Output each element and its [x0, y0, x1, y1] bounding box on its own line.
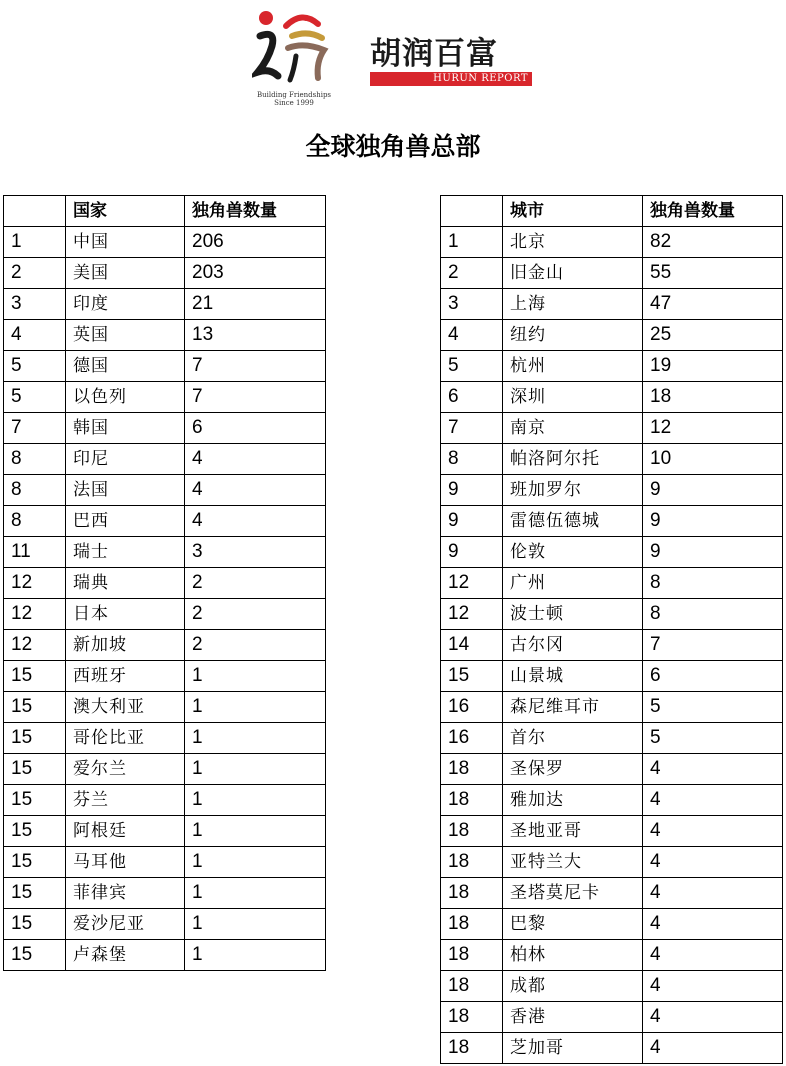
rank-cell: 9: [441, 475, 503, 506]
name-cell: 印尼: [66, 444, 185, 475]
table-row: [441, 289, 783, 320]
rank-cell: 18: [441, 909, 503, 940]
count-cell: 1: [185, 878, 326, 909]
name-cell: 中国: [66, 227, 185, 258]
count-cell: 7: [185, 351, 326, 382]
count-cell: 4: [643, 909, 783, 940]
rank-cell: 1: [4, 227, 66, 258]
name-cell: 瑞典: [66, 568, 185, 599]
rank-cell: 18: [441, 940, 503, 971]
count-cell: 25: [643, 320, 783, 351]
name-cell: 山景城: [503, 661, 643, 692]
rank-cell: 16: [441, 723, 503, 754]
table-row: [441, 785, 783, 816]
name-cell: 日本: [66, 599, 185, 630]
rank-cell: 18: [441, 754, 503, 785]
name-cell: 哥伦比亚: [66, 723, 185, 754]
name-cell: 圣地亚哥: [503, 816, 643, 847]
name-cell: 芝加哥: [503, 1033, 643, 1064]
rank-cell: 12: [4, 568, 66, 599]
name-cell: 爱尔兰: [66, 754, 185, 785]
table-header-row: [4, 196, 326, 227]
table-row: [4, 630, 326, 661]
count-cell: 21: [185, 289, 326, 320]
name-cell: 圣保罗: [503, 754, 643, 785]
name-cell: 北京: [503, 227, 643, 258]
rank-cell: 16: [441, 692, 503, 723]
table-row: [4, 785, 326, 816]
count-cell: 1: [185, 847, 326, 878]
rank-cell: 15: [4, 692, 66, 723]
count-cell: 9: [643, 475, 783, 506]
name-cell: 印度: [66, 289, 185, 320]
name-cell: 柏林: [503, 940, 643, 971]
rank-cell: 15: [4, 723, 66, 754]
rank-cell: 15: [4, 940, 66, 971]
count-cell: 1: [185, 785, 326, 816]
name-cell: 首尔: [503, 723, 643, 754]
rank-cell: 15: [4, 878, 66, 909]
count-cell: 1: [185, 692, 326, 723]
rank-cell: 3: [441, 289, 503, 320]
rank-cell: 15: [4, 909, 66, 940]
count-cell: 82: [643, 227, 783, 258]
count-cell: 2: [185, 568, 326, 599]
tagline-line-2: Since 1999: [274, 99, 314, 107]
rank-cell: 4: [441, 320, 503, 351]
count-cell: 4: [185, 506, 326, 537]
table-row: [441, 475, 783, 506]
name-cell: 卢森堡: [66, 940, 185, 971]
rank-cell: 5: [4, 382, 66, 413]
count-cell: 4: [643, 971, 783, 1002]
count-cell: 7: [185, 382, 326, 413]
logo-tagline: [252, 91, 336, 107]
count-cell: 3: [185, 537, 326, 568]
rank-cell: 14: [441, 630, 503, 661]
rank-cell: 15: [4, 661, 66, 692]
name-cell: 马耳他: [66, 847, 185, 878]
rank-cell: 8: [4, 506, 66, 537]
count-cell: 4: [643, 878, 783, 909]
table-row: [441, 258, 783, 289]
brand-name-en: HURUN REPORT: [370, 72, 532, 86]
count-cell: 1: [185, 816, 326, 847]
name-cell: 伦敦: [503, 537, 643, 568]
count-cell: 4: [643, 816, 783, 847]
count-cell: 8: [643, 568, 783, 599]
name-cell: 瑞士: [66, 537, 185, 568]
name-cell: 圣塔莫尼卡: [503, 878, 643, 909]
count-cell: 9: [643, 506, 783, 537]
rank-cell: 12: [4, 599, 66, 630]
table-row: [441, 382, 783, 413]
name-cell: 森尼维耳市: [503, 692, 643, 723]
count-cell: 203: [185, 258, 326, 289]
count-cell: 55: [643, 258, 783, 289]
count-cell: 10: [643, 444, 783, 475]
count-cell: 4: [643, 847, 783, 878]
name-cell: 西班牙: [66, 661, 185, 692]
table-row: [441, 909, 783, 940]
count-cell: 4: [185, 475, 326, 506]
table-row: [4, 909, 326, 940]
rank-cell: 15: [4, 816, 66, 847]
hurun-logo-icon: [252, 6, 336, 88]
rank-cell: 7: [441, 413, 503, 444]
rank-cell: 11: [4, 537, 66, 568]
name-cell: 新加坡: [66, 630, 185, 661]
rank-cell: 3: [4, 289, 66, 320]
name-cell: 纽约: [503, 320, 643, 351]
header-city: 城市: [503, 196, 643, 227]
name-cell: 菲律宾: [66, 878, 185, 909]
name-cell: 亚特兰大: [503, 847, 643, 878]
rank-cell: 2: [441, 258, 503, 289]
table-row: [4, 320, 326, 351]
header-rank: [4, 196, 66, 227]
name-cell: 深圳: [503, 382, 643, 413]
count-cell: 1: [185, 661, 326, 692]
count-cell: 9: [643, 537, 783, 568]
name-cell: 班加罗尔: [503, 475, 643, 506]
table-row: [441, 940, 783, 971]
rank-cell: 18: [441, 785, 503, 816]
count-cell: 8: [643, 599, 783, 630]
name-cell: 成都: [503, 971, 643, 1002]
rank-cell: 18: [441, 816, 503, 847]
rank-cell: 8: [441, 444, 503, 475]
brand-wordmark: [370, 36, 532, 86]
count-cell: 4: [185, 444, 326, 475]
header-rank: [441, 196, 503, 227]
name-cell: 韩国: [66, 413, 185, 444]
table-row: [441, 444, 783, 475]
count-cell: 6: [643, 661, 783, 692]
table-row: [4, 599, 326, 630]
table-row: [441, 320, 783, 351]
table-row: [441, 568, 783, 599]
rank-cell: 5: [4, 351, 66, 382]
table-row: [4, 475, 326, 506]
rank-cell: 18: [441, 1033, 503, 1064]
name-cell: 杭州: [503, 351, 643, 382]
table-row: [4, 692, 326, 723]
country-table: [3, 195, 326, 971]
count-cell: 4: [643, 1002, 783, 1033]
table-row: [4, 227, 326, 258]
name-cell: 巴西: [66, 506, 185, 537]
table-row: [441, 723, 783, 754]
table-row: [441, 692, 783, 723]
name-cell: 雷德伍德城: [503, 506, 643, 537]
count-cell: 13: [185, 320, 326, 351]
table-row: [441, 661, 783, 692]
rank-cell: 2: [4, 258, 66, 289]
table-header-row: [441, 196, 783, 227]
count-cell: 18: [643, 382, 783, 413]
rank-cell: 9: [441, 537, 503, 568]
name-cell: 爱沙尼亚: [66, 909, 185, 940]
header-country: 国家: [66, 196, 185, 227]
table-row: [441, 599, 783, 630]
count-cell: 12: [643, 413, 783, 444]
count-cell: 1: [185, 909, 326, 940]
count-cell: 6: [185, 413, 326, 444]
count-cell: 206: [185, 227, 326, 258]
name-cell: 芬兰: [66, 785, 185, 816]
count-cell: 4: [643, 785, 783, 816]
name-cell: 英国: [66, 320, 185, 351]
table-row: [441, 506, 783, 537]
table-row: [4, 754, 326, 785]
table-row: [441, 878, 783, 909]
rank-cell: 4: [4, 320, 66, 351]
table-row: [441, 1033, 783, 1064]
name-cell: 帕洛阿尔托: [503, 444, 643, 475]
table-row: [441, 227, 783, 258]
rank-cell: 15: [441, 661, 503, 692]
name-cell: 香港: [503, 1002, 643, 1033]
rank-cell: 5: [441, 351, 503, 382]
rank-cell: 1: [441, 227, 503, 258]
table-row: [441, 1002, 783, 1033]
count-cell: 2: [185, 599, 326, 630]
name-cell: 美国: [66, 258, 185, 289]
tagline-line-1: Building Friendships: [256, 91, 332, 99]
page-title: 全球独角兽总部: [305, 132, 481, 161]
table-row: [441, 847, 783, 878]
table-row: [4, 940, 326, 971]
table-row: [4, 661, 326, 692]
rank-cell: 7: [4, 413, 66, 444]
table-row: [4, 847, 326, 878]
table-row: [441, 537, 783, 568]
table-row: [4, 878, 326, 909]
rank-cell: 8: [4, 444, 66, 475]
name-cell: 雅加达: [503, 785, 643, 816]
name-cell: 巴黎: [503, 909, 643, 940]
rank-cell: 18: [441, 971, 503, 1002]
count-cell: 19: [643, 351, 783, 382]
rank-cell: 18: [441, 847, 503, 878]
count-cell: 7: [643, 630, 783, 661]
name-cell: 德国: [66, 351, 185, 382]
table-row: [441, 816, 783, 847]
rank-cell: 18: [441, 1002, 503, 1033]
name-cell: 波士顿: [503, 599, 643, 630]
rank-cell: 12: [4, 630, 66, 661]
table-row: [4, 382, 326, 413]
name-cell: 旧金山: [503, 258, 643, 289]
name-cell: 南京: [503, 413, 643, 444]
count-cell: 4: [643, 754, 783, 785]
count-cell: 5: [643, 692, 783, 723]
rank-cell: 15: [4, 754, 66, 785]
rank-cell: 12: [441, 599, 503, 630]
city-table: [440, 195, 783, 1064]
table-row: [4, 568, 326, 599]
rank-cell: 8: [4, 475, 66, 506]
table-row: [4, 289, 326, 320]
rank-cell: 6: [441, 382, 503, 413]
count-cell: 5: [643, 723, 783, 754]
name-cell: 古尔冈: [503, 630, 643, 661]
table-row: [4, 723, 326, 754]
rank-cell: 9: [441, 506, 503, 537]
count-cell: 47: [643, 289, 783, 320]
name-cell: 澳大利亚: [66, 692, 185, 723]
name-cell: 阿根廷: [66, 816, 185, 847]
table-row: [4, 413, 326, 444]
rank-cell: 12: [441, 568, 503, 599]
table-row: [4, 444, 326, 475]
count-cell: 4: [643, 940, 783, 971]
table-row: [441, 754, 783, 785]
header-count: 独角兽数量: [185, 196, 326, 227]
table-row: [4, 816, 326, 847]
table-row: [441, 630, 783, 661]
name-cell: 广州: [503, 568, 643, 599]
rank-cell: 15: [4, 847, 66, 878]
name-cell: 以色列: [66, 382, 185, 413]
count-cell: 1: [185, 754, 326, 785]
brand-name-cn: 胡润百富: [370, 36, 498, 72]
rank-cell: 15: [4, 785, 66, 816]
name-cell: 法国: [66, 475, 185, 506]
table-row: [441, 413, 783, 444]
name-cell: 上海: [503, 289, 643, 320]
count-cell: 4: [643, 1033, 783, 1064]
table-row: [4, 537, 326, 568]
table-row: [4, 506, 326, 537]
count-cell: 2: [185, 630, 326, 661]
table-row: [4, 258, 326, 289]
rank-cell: 18: [441, 878, 503, 909]
count-cell: 1: [185, 940, 326, 971]
header-count: 独角兽数量: [643, 196, 783, 227]
table-row: [4, 351, 326, 382]
count-cell: 1: [185, 723, 326, 754]
table-row: [441, 971, 783, 1002]
table-row: [441, 351, 783, 382]
